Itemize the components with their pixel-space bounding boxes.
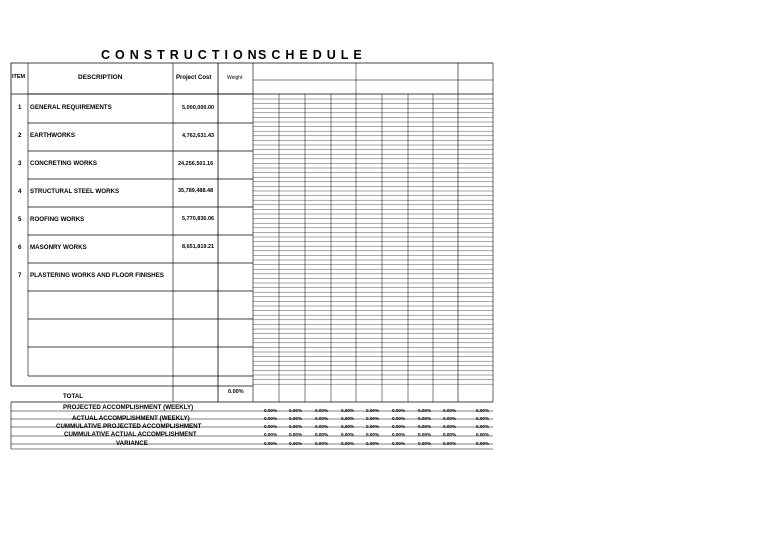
summary-value: 0.00% (443, 424, 457, 429)
row-6-cost: 8,651,819.21 (182, 244, 215, 250)
summary-value: 0.00% (418, 441, 432, 446)
summary-value: 0.00% (264, 408, 278, 413)
row-7-description: PLASTERING WORKS AND FLOOR FINISHES (30, 272, 164, 279)
title-part-schedule: SCHEDULE (258, 48, 367, 62)
row-4-description: STRUCTURAL STEEL WORKS (30, 188, 120, 195)
summary-value: 0.00% (366, 408, 380, 413)
summary-value: 0.00% (366, 441, 380, 446)
row-2-cost: 4,762,631.43 (182, 133, 215, 139)
summary-value: 0.00% (476, 416, 490, 421)
summary-value: 0.00% (341, 424, 355, 429)
summary-value: 0.00% (289, 424, 303, 429)
header-item: ITEM (12, 74, 26, 80)
summary-value: 0.00% (341, 441, 355, 446)
header-project-cost: Project Cost (176, 75, 212, 81)
row-3-description: CONCRETING WORKS (30, 160, 98, 167)
summary-actual-weekly-label: ACTUAL ACCOMPLISHMENT (WEEKLY) (72, 415, 190, 422)
summary-value: 0.00% (315, 441, 329, 446)
summary-value: 0.00% (418, 416, 432, 421)
row-7-item: 7 (18, 272, 22, 279)
total-weight: 0.00% (228, 389, 244, 395)
row-1-item: 1 (18, 104, 22, 111)
row-4-item: 4 (18, 188, 22, 195)
summary-value: 0.00% (476, 432, 490, 437)
summary-value: 0.00% (418, 424, 432, 429)
row-2-description: EARTHWORKS (30, 132, 76, 139)
row-5-cost: 5,770,836.06 (182, 216, 215, 222)
row-5-description: ROOFING WORKS (30, 216, 85, 223)
summary-value: 0.00% (476, 424, 490, 429)
summary-value: 0.00% (341, 416, 355, 421)
summary-value: 0.00% (341, 432, 355, 437)
summary-value: 0.00% (392, 408, 406, 413)
summary-value: 0.00% (392, 441, 406, 446)
summary-projected-weekly-label: PROJECTED ACCOMPLISHMENT (WEEKLY) (63, 404, 194, 411)
summary-value: 0.00% (315, 424, 329, 429)
row-6-description: MASONRY WORKS (30, 244, 87, 251)
summary-value: 0.00% (264, 432, 278, 437)
summary-value: 0.00% (366, 432, 380, 437)
summary-value: 0.00% (392, 424, 406, 429)
summary-value: 0.00% (315, 408, 329, 413)
row-6-item: 6 (18, 244, 22, 251)
header-weight: Weight (227, 75, 243, 81)
header-description: DESCRIPTION (78, 74, 123, 81)
summary-value: 0.00% (476, 441, 490, 446)
total-label: TOTAL (63, 393, 84, 400)
summary-value: 0.00% (289, 416, 303, 421)
row-1-cost: 5,000,000.00 (182, 105, 215, 111)
row-5-item: 5 (18, 216, 22, 223)
summary-value: 0.00% (443, 416, 457, 421)
summary-value: 0.00% (289, 432, 303, 437)
row-3-item: 3 (18, 160, 22, 167)
summary-value: 0.00% (418, 432, 432, 437)
summary-value: 0.00% (341, 408, 355, 413)
summary-value: 0.00% (443, 441, 457, 446)
summary-value: 0.00% (289, 408, 303, 413)
summary-variance-label: VARIANCE (116, 440, 148, 447)
summary-value: 0.00% (264, 424, 278, 429)
summary-value: 0.00% (366, 424, 380, 429)
row-1-description: GENERAL REQUIREMENTS (30, 104, 112, 111)
summary-value: 0.00% (392, 432, 406, 437)
summary-value: 0.00% (418, 408, 432, 413)
summary-value: 0.00% (443, 432, 457, 437)
row-3-cost: 24,256,501.16 (178, 161, 214, 167)
summary-value: 0.00% (264, 416, 278, 421)
row-4-cost: 35,789,488.48 (178, 188, 214, 194)
summary-value: 0.00% (289, 441, 303, 446)
summary-value: 0.00% (366, 416, 380, 421)
summary-cumulative-projected-label: CUMMULATIVE PROJECTED ACCOMPLISHMENT (56, 423, 202, 430)
summary-cumulative-actual-label: CUMMULATIVE ACTUAL ACCOMPLISHMENT (64, 431, 197, 438)
summary-value: 0.00% (315, 416, 329, 421)
summary-value: 0.00% (392, 416, 406, 421)
summary-value: 0.00% (443, 408, 457, 413)
title-part-construction: CONSTRUCTION (101, 48, 262, 62)
summary-value: 0.00% (476, 408, 490, 413)
summary-value: 0.00% (315, 432, 329, 437)
row-2-item: 2 (18, 132, 22, 139)
summary-value: 0.00% (264, 441, 278, 446)
